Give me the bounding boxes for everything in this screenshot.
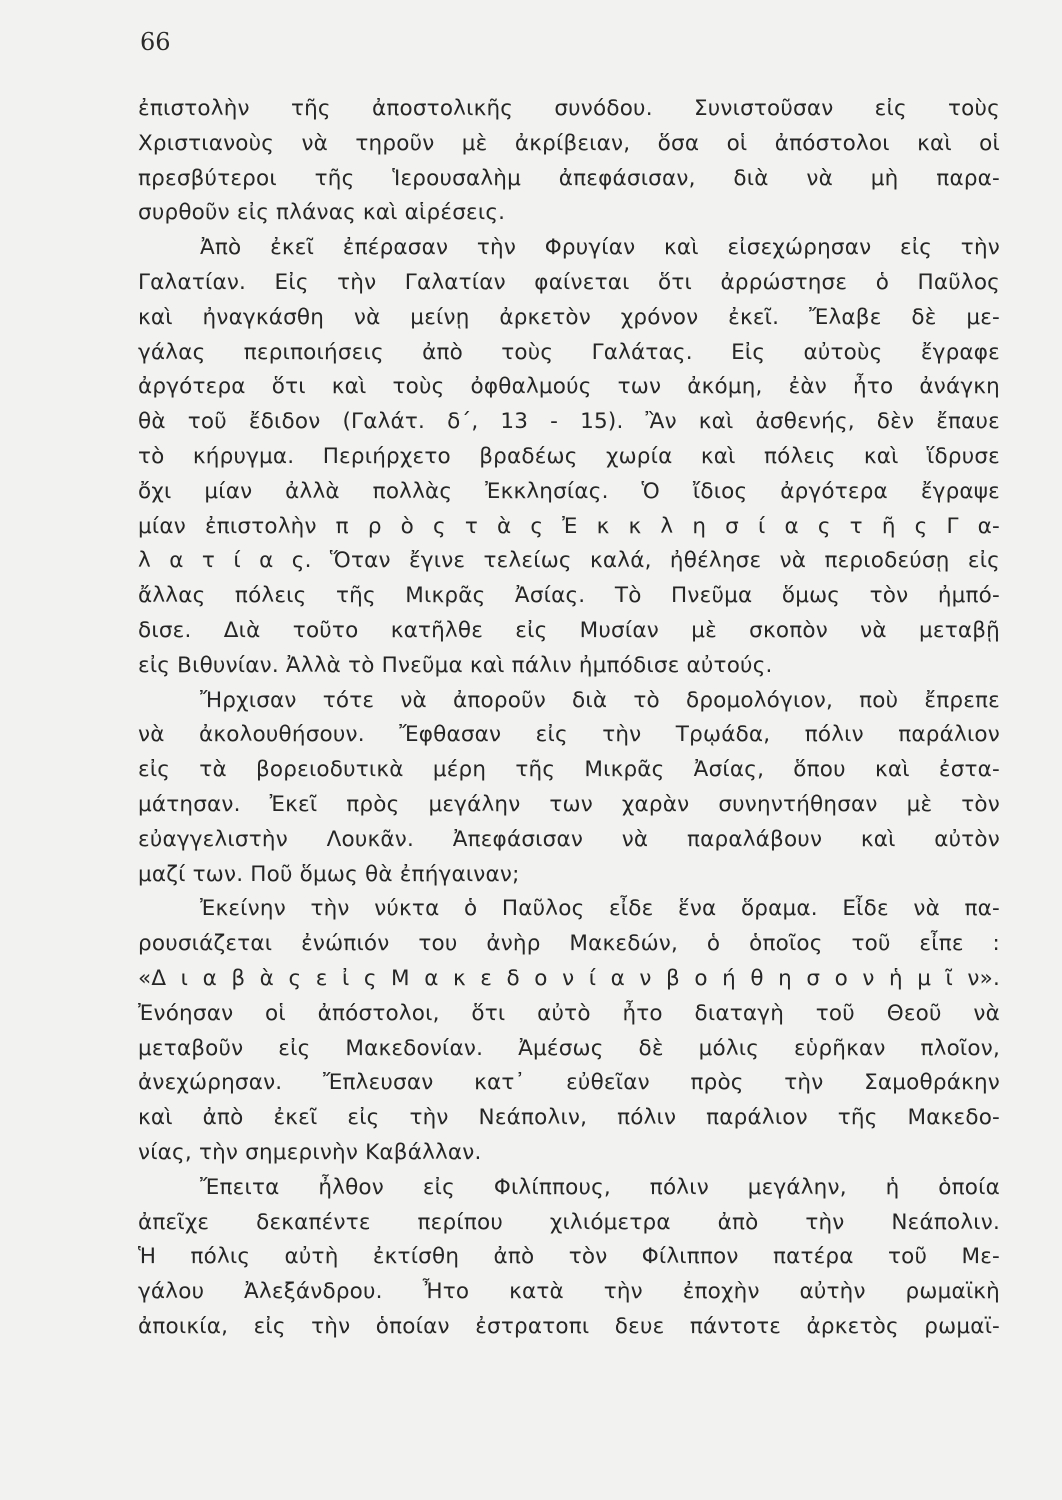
text-line: συρθοῦν εἰς πλάνας καὶ αἱρέσεις.	[138, 200, 506, 226]
text-line: Ἐκείνην τὴν νύκτα ὁ Παῦλος εἶδε ἕνα ὅραμα. Εἶδε νὰ πα-	[200, 896, 1000, 922]
text-line: εἰς τὰ βορειοδυτικὰ μέρη τῆς Μικρᾶς Ἀσίας, ὅπου καὶ ἐστα-	[138, 757, 1000, 783]
text-line: Ἡ πόλις αὐτὴ ἐκτίσθη ἀπὸ τὸν Φίλιππον πατέρα τοῦ Με-	[138, 1244, 1000, 1270]
text-line: Χριστιανοὺς νὰ τηροῦν μὲ ἀκρίβειαν, ὅσα οἱ ἀπόστολοι καὶ οἱ	[138, 130, 1000, 156]
text-line: ἀπεῖχε δεκαπέντε περίπου χιλιόμετρα ἀπὸ τὴν Νεάπολιν.	[138, 1209, 1000, 1235]
text-line: καὶ ἠναγκάσθη νὰ μείνῃ ἀρκετὸν χρόνον ἐκεῖ. Ἔλαβε δὲ με-	[138, 304, 1000, 330]
text-line: «Δ ι α β ὰ ς ε ἰ ς Μ α κ ε δ ο ν ί α ν β ο ή θ η σ ο ν ἡ μ ῖ ν».	[138, 965, 1000, 991]
text-line: ὄχι μίαν ἀλλὰ πολλὰς Ἐκκλησίας. Ὁ ἴδιος ἀργότερα ἔγραψε	[138, 478, 1000, 504]
text-line: Ἀπὸ ἐκεῖ ἐπέρασαν τὴν Φρυγίαν καὶ εἰσεχώρησαν εἰς τὴν	[200, 235, 1000, 261]
text-line: μάτησαν. Ἐκεῖ πρὸς μεγάλην των χαρὰν συνηντήθησαν μὲ τὸν	[138, 791, 1000, 817]
text-line: νὰ ἀκολουθήσουν. Ἔφθασαν εἰς τὴν Τρῳάδα, πόλιν παράλιον	[138, 722, 1000, 748]
text-line: τὸ κήρυγμα. Περιήρχετο βραδέως χωρία καὶ πόλεις καὶ ἵδρυσε	[138, 443, 1000, 469]
text-line: Γαλατίαν. Εἰς τὴν Γαλατίαν φαίνεται ὅτι ἀρρώστησε ὁ Παῦλος	[138, 269, 1000, 295]
text-line: λ α τ ί α ς. Ὅταν ἔγινε τελείως καλά, ἠθέλησε νὰ περιοδεύσῃ εἰς	[138, 548, 1000, 574]
text-line: μεταβοῦν εἰς Μακεδονίαν. Ἀμέσως δὲ μόλις εὑρῆκαν πλοῖον,	[138, 1035, 1000, 1061]
text-line: ἐπιστολὴν τῆς ἀποστολικῆς συνόδου. Συνιστοῦσαν εἰς τοὺς	[138, 96, 1000, 121]
text-line: μίαν ἐπιστολὴν π ρ ὸ ς τ ὰ ς Ἐ κ κ λ η σ ί α ς τ ῆ ς Γ α-	[138, 513, 1000, 539]
text-line: εἰς Βιθυνίαν. Ἀλλὰ τὸ Πνεῦμα καὶ πάλιν ἠμπόδισε αὐτούς.	[138, 652, 773, 678]
text-line: γάλας περιποιήσεις ἀπὸ τοὺς Γαλάτας. Εἰς αὐτοὺς ἔγραφε	[138, 339, 1000, 365]
body-text	[138, 92, 1000, 1345]
text-line: μαζί των. Ποῦ ὅμως θὰ ἐπήγαιναν;	[138, 861, 520, 887]
text-line: γάλου Ἀλεξάνδρου. Ἦτο κατὰ τὴν ἐποχὴν αὐτὴν ρωμαϊκὴ	[138, 1279, 1000, 1305]
text-line: Ἤρχισαν τότε νὰ ἀποροῦν διὰ τὸ δρομολόγιον, ποὺ ἔπρεπε	[200, 687, 1000, 713]
text-line: ἀνεχώρησαν. Ἔπλευσαν κατ᾽ εὐθεῖαν πρὸς τὴν Σαμοθράκην	[138, 1070, 1000, 1096]
text-line: θὰ τοῦ ἔδιδον (Γαλάτ. δ΄, 13 - 15). Ἂν καὶ ἀσθενής, δὲν ἔπαυε	[138, 409, 1000, 435]
text-line: Ἐνόησαν οἱ ἀπόστολοι, ὅτι αὐτὸ ἦτο διαταγὴ τοῦ Θεοῦ νὰ	[138, 1000, 1000, 1026]
text-line: εὐαγγελιστὴν Λουκᾶν. Ἀπεφάσισαν νὰ παραλάβουν καὶ αὐτὸν	[138, 826, 1000, 852]
text-line: Ἔπειτα ἦλθον εἰς Φιλίππους, πόλιν μεγάλην, ἡ ὁποία	[200, 1174, 1000, 1200]
text-line: ἀποικία, εἰς τὴν ὁποίαν ἐστρατοπι δευε πάντοτε ἀρκετὸς ρωμαϊ-	[138, 1313, 1000, 1339]
text-line: πρεσβύτεροι τῆς Ἱερουσαλὴμ ἀπεφάσισαν, διὰ νὰ μὴ παρα-	[138, 165, 1000, 191]
text-line: καὶ ἀπὸ ἐκεῖ εἰς τὴν Νεάπολιν, πόλιν παράλιον τῆς Μακεδο-	[138, 1105, 1000, 1131]
page-number: 66	[140, 28, 171, 56]
text-line: νίας, τὴν σημερινὴν Καβάλλαν.	[138, 1139, 482, 1165]
text-line: δισε. Διὰ τοῦτο κατῆλθε εἰς Μυσίαν μὲ σκοπὸν νὰ μεταβῇ	[138, 617, 1000, 643]
text-line: ρουσιάζεται ἐνώπιόν του ἀνὴρ Μακεδών, ὁ ὁποῖος τοῦ εἶπε :	[138, 931, 1000, 957]
text-line: ἄλλας πόλεις τῆς Μικρᾶς Ἀσίας. Τὸ Πνεῦμα ὅμως τὸν ἠμπό-	[138, 583, 1000, 609]
text-line: ἀργότερα ὅτι καὶ τοὺς ὀφθαλμούς των ἀκόμη, ἐὰν ἦτο ἀνάγκη	[138, 374, 1000, 400]
